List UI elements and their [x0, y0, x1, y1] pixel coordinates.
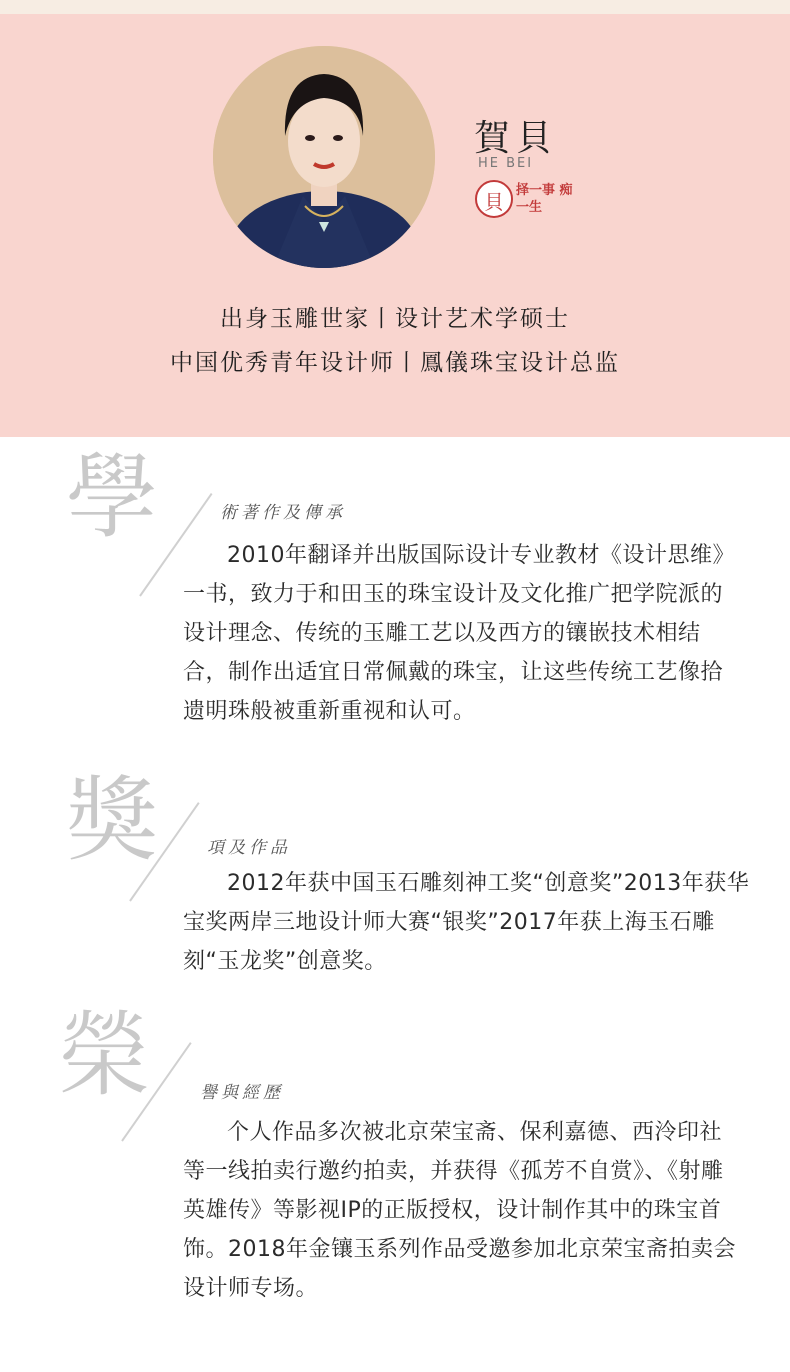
- section-3-subtitle: 譽與經歷: [200, 1083, 284, 1103]
- profile-header: [0, 14, 790, 437]
- section-1-subtitle: 術著作及傳承: [220, 503, 346, 523]
- intro-line-1: 出身玉雕世家丨设计艺术学硕士: [220, 306, 570, 332]
- seal-char: 貝: [484, 190, 504, 214]
- section-1-big-char: 學: [66, 444, 159, 551]
- section-3-big-char: 榮: [58, 1002, 151, 1109]
- section-2-text: 2012年获中国玉石雕刻神工奖“创意奖”2013年获华宝奖两岸三地设计师大赛“银奖”2017年获上海玉石雕刻“玉龙奖”创意奖。: [183, 871, 750, 974]
- designer-name: 賀貝: [474, 118, 559, 159]
- section-2-big-char: 獎: [66, 767, 159, 874]
- intro-line-2: 中国优秀青年设计师丨鳳儀珠宝设计总监: [170, 350, 620, 376]
- designer-name-en: HE BEI: [478, 156, 534, 171]
- intro-text: [0, 297, 790, 385]
- section-2-subtitle: 項及作品: [207, 838, 291, 858]
- profile-photo: [213, 46, 435, 268]
- top-strip: [0, 0, 790, 14]
- section-1-text: 2010年翻译并出版国际设计专业教材《设计思维》一书，致力于和田玉的珠宝设计及文化推广把学院派的设计理念、传统的玉雕工艺以及西方的镶嵌技术相结合，制作出适宜日常佩戴的珠宝，让这些传统工艺像拾遗明珠般被重新重视和认可。: [183, 543, 735, 724]
- motto: 择一事 痴一生: [516, 183, 573, 215]
- section-3-text: 个人作品多次被北京荣宝斋、保利嘉德、西泠印社等一线拍卖行邀约拍卖，并获得《孤芳不自赏》、《射雕英雄传》等影视IP的正版授权，设计制作其中的珠宝首饰。2018年金镶玉系列作品受邀参加北京荣宝斋拍卖会设计师专场。: [183, 1120, 736, 1301]
- seal-icon: [475, 180, 513, 218]
